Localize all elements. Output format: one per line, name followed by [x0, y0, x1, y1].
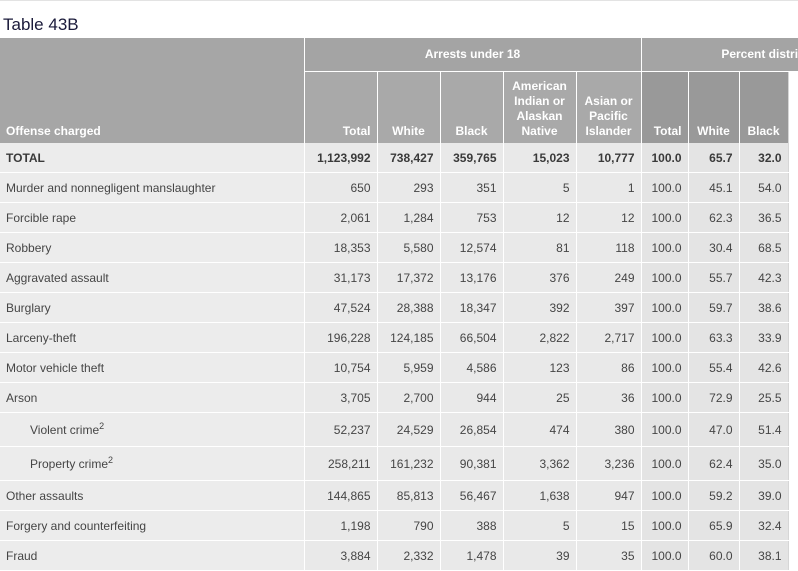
cell-total: 2,061 — [304, 203, 377, 233]
cell-total: 31,173 — [304, 263, 377, 293]
table-row — [0, 383, 798, 413]
offense-label — [0, 541, 304, 571]
cell-aian: 376 — [503, 263, 576, 293]
cell-pct-white: 62.3 — [688, 203, 739, 233]
offense-label — [0, 173, 304, 203]
cell-pct-black: 54.0 — [739, 173, 788, 203]
cell-total: 10,754 — [304, 353, 377, 383]
offense-text: Arson — [6, 390, 38, 405]
cell-pct-total: 100.0 — [641, 143, 688, 173]
cell-aian: 2,822 — [503, 323, 576, 353]
row-edge — [788, 383, 798, 413]
offense-text: Murder and nonnegligent manslaughter — [6, 180, 216, 195]
cell-api: 12 — [576, 203, 641, 233]
table-row — [0, 447, 798, 481]
cell-pct-total: 100.0 — [641, 447, 688, 481]
cell-black: 4,586 — [440, 353, 503, 383]
row-edge — [788, 263, 798, 293]
cell-pct-total: 100.0 — [641, 413, 688, 447]
cell-api: 36 — [576, 383, 641, 413]
table-row — [0, 323, 798, 353]
offense-text: Aggravated assault — [6, 270, 109, 285]
group-percent-distribution: Percent distri — [641, 38, 798, 72]
cell-aian: 474 — [503, 413, 576, 447]
row-edge — [788, 173, 798, 203]
cell-total: 650 — [304, 173, 377, 203]
header-white: White — [377, 72, 440, 144]
cell-total: 47,524 — [304, 293, 377, 323]
cell-api: 1 — [576, 173, 641, 203]
cell-pct-black: 38.6 — [739, 293, 788, 323]
footnote-marker: 2 — [108, 454, 114, 465]
cell-api: 249 — [576, 263, 641, 293]
header-total: Total — [304, 72, 377, 144]
offense-text: Property crime — [30, 456, 109, 471]
cell-pct-white: 59.7 — [688, 293, 739, 323]
cell-pct-white: 59.2 — [688, 481, 739, 511]
offense-text: Burglary — [6, 300, 51, 315]
group-arrests-under-18: Arrests under 18 — [304, 38, 641, 72]
offense-text: Forgery and counterfeiting — [6, 518, 147, 533]
offense-label — [0, 233, 304, 263]
row-edge — [788, 541, 798, 571]
offense-label — [0, 481, 304, 511]
offense-text: Forcible rape — [6, 210, 77, 225]
cell-api: 947 — [576, 481, 641, 511]
cell-black: 26,854 — [440, 413, 503, 447]
cell-aian: 1,638 — [503, 481, 576, 511]
cell-black: 944 — [440, 383, 503, 413]
cell-pct-total: 100.0 — [641, 541, 688, 571]
table-row — [0, 233, 798, 263]
cell-black: 359,765 — [440, 143, 503, 173]
cell-pct-black: 39.0 — [739, 481, 788, 511]
offense-label — [0, 511, 304, 541]
row-edge — [788, 233, 798, 263]
cell-api: 397 — [576, 293, 641, 323]
cell-aian: 81 — [503, 233, 576, 263]
cell-aian: 15,023 — [503, 143, 576, 173]
arrests-table — [0, 38, 798, 571]
cell-black: 351 — [440, 173, 503, 203]
header-pct-black: Black — [739, 72, 788, 144]
table-row — [0, 413, 798, 447]
offense-text: Larceny-theft — [6, 330, 77, 345]
cell-pct-black: 42.6 — [739, 353, 788, 383]
cell-pct-white: 63.3 — [688, 323, 739, 353]
header-pct-total: Total — [641, 72, 688, 144]
cell-pct-white: 62.4 — [688, 447, 739, 481]
offense-text: Motor vehicle theft — [6, 360, 105, 375]
offense-label — [0, 353, 304, 383]
cell-white: 293 — [377, 173, 440, 203]
cell-api: 86 — [576, 353, 641, 383]
table-row — [0, 293, 798, 323]
cell-black: 56,467 — [440, 481, 503, 511]
cell-total: 258,211 — [304, 447, 377, 481]
cell-aian: 25 — [503, 383, 576, 413]
footnote-marker: 2 — [99, 420, 105, 431]
offense-label — [0, 143, 304, 173]
cell-api: 35 — [576, 541, 641, 571]
offense-text: Other assaults — [6, 488, 84, 503]
offense-text: TOTAL — [6, 150, 45, 165]
row-edge — [788, 413, 798, 447]
offense-label — [0, 413, 304, 447]
cell-white: 2,332 — [377, 541, 440, 571]
cell-white: 5,580 — [377, 233, 440, 263]
cell-pct-white: 45.1 — [688, 173, 739, 203]
cell-black: 13,176 — [440, 263, 503, 293]
header-asian-pacific: Asian or Pacific Islander — [576, 72, 641, 144]
cell-total: 1,198 — [304, 511, 377, 541]
cell-api: 10,777 — [576, 143, 641, 173]
table-row — [0, 481, 798, 511]
cell-pct-black: 35.0 — [739, 447, 788, 481]
table-row — [0, 143, 798, 173]
row-edge — [788, 511, 798, 541]
offense-label — [0, 323, 304, 353]
table-row — [0, 173, 798, 203]
header-black: Black — [440, 72, 503, 144]
cell-white: 124,185 — [377, 323, 440, 353]
cell-pct-total: 100.0 — [641, 173, 688, 203]
offense-label — [0, 383, 304, 413]
cell-aian: 5 — [503, 511, 576, 541]
cell-pct-white: 65.9 — [688, 511, 739, 541]
cell-aian: 392 — [503, 293, 576, 323]
cell-total: 52,237 — [304, 413, 377, 447]
cell-pct-white: 72.9 — [688, 383, 739, 413]
cell-white: 28,388 — [377, 293, 440, 323]
cell-black: 18,347 — [440, 293, 503, 323]
cell-total: 144,865 — [304, 481, 377, 511]
cell-white: 17,372 — [377, 263, 440, 293]
row-edge — [788, 447, 798, 481]
cell-pct-total: 100.0 — [641, 353, 688, 383]
cell-total: 3,705 — [304, 383, 377, 413]
cell-total: 196,228 — [304, 323, 377, 353]
cell-pct-white: 30.4 — [688, 233, 739, 263]
cell-api: 380 — [576, 413, 641, 447]
cell-white: 1,284 — [377, 203, 440, 233]
cell-white: 790 — [377, 511, 440, 541]
cell-black: 90,381 — [440, 447, 503, 481]
cell-white: 161,232 — [377, 447, 440, 481]
header-edge — [788, 72, 798, 144]
cell-white: 738,427 — [377, 143, 440, 173]
offense-text: Robbery — [6, 240, 52, 255]
cell-pct-black: 33.9 — [739, 323, 788, 353]
cell-black: 1,478 — [440, 541, 503, 571]
cell-total: 1,123,992 — [304, 143, 377, 173]
cell-pct-total: 100.0 — [641, 263, 688, 293]
cell-pct-total: 100.0 — [641, 511, 688, 541]
row-edge — [788, 323, 798, 353]
table-row — [0, 541, 798, 571]
offense-label — [0, 263, 304, 293]
cell-total: 3,884 — [304, 541, 377, 571]
cell-pct-white: 47.0 — [688, 413, 739, 447]
cell-api: 118 — [576, 233, 641, 263]
cell-pct-white: 60.0 — [688, 541, 739, 571]
row-edge — [788, 203, 798, 233]
table-row — [0, 203, 798, 233]
cell-aian: 5 — [503, 173, 576, 203]
row-edge — [788, 293, 798, 323]
cell-aian: 39 — [503, 541, 576, 571]
table-row — [0, 353, 798, 383]
header-pct-white: White — [688, 72, 739, 144]
header-american-indian: American Indian or Alaskan Native — [503, 72, 576, 144]
cell-pct-total: 100.0 — [641, 383, 688, 413]
cell-pct-black: 32.4 — [739, 511, 788, 541]
cell-pct-black: 68.5 — [739, 233, 788, 263]
cell-pct-black: 36.5 — [739, 203, 788, 233]
cell-pct-black: 51.4 — [739, 413, 788, 447]
cell-white: 2,700 — [377, 383, 440, 413]
cell-black: 12,574 — [440, 233, 503, 263]
cell-white: 5,959 — [377, 353, 440, 383]
cell-white: 24,529 — [377, 413, 440, 447]
table-body — [0, 143, 798, 571]
cell-pct-total: 100.0 — [641, 293, 688, 323]
offense-label — [0, 447, 304, 481]
cell-aian: 3,362 — [503, 447, 576, 481]
table-row — [0, 511, 798, 541]
offense-label — [0, 293, 304, 323]
cell-api: 3,236 — [576, 447, 641, 481]
cell-pct-black: 25.5 — [739, 383, 788, 413]
cell-pct-black: 32.0 — [739, 143, 788, 173]
header-offense-charged: Offense charged — [0, 38, 304, 143]
cell-aian: 123 — [503, 353, 576, 383]
top-divider — [0, 0, 798, 1]
offense-text: Fraud — [6, 548, 38, 563]
row-edge — [788, 481, 798, 511]
cell-total: 18,353 — [304, 233, 377, 263]
cell-pct-white: 65.7 — [688, 143, 739, 173]
cell-api: 15 — [576, 511, 641, 541]
cell-aian: 12 — [503, 203, 576, 233]
cell-pct-black: 42.3 — [739, 263, 788, 293]
cell-pct-total: 100.0 — [641, 233, 688, 263]
row-edge — [788, 143, 798, 173]
cell-black: 66,504 — [440, 323, 503, 353]
offense-label — [0, 203, 304, 233]
cell-black: 388 — [440, 511, 503, 541]
table-row — [0, 263, 798, 293]
cell-white: 85,813 — [377, 481, 440, 511]
table-title: Table 43B — [3, 15, 79, 34]
cell-pct-white: 55.7 — [688, 263, 739, 293]
cell-pct-black: 38.1 — [739, 541, 788, 571]
cell-black: 753 — [440, 203, 503, 233]
offense-text: Violent crime — [30, 422, 100, 437]
cell-pct-white: 55.4 — [688, 353, 739, 383]
row-edge — [788, 353, 798, 383]
cell-pct-total: 100.0 — [641, 323, 688, 353]
cell-pct-total: 100.0 — [641, 203, 688, 233]
cell-api: 2,717 — [576, 323, 641, 353]
cell-pct-total: 100.0 — [641, 481, 688, 511]
